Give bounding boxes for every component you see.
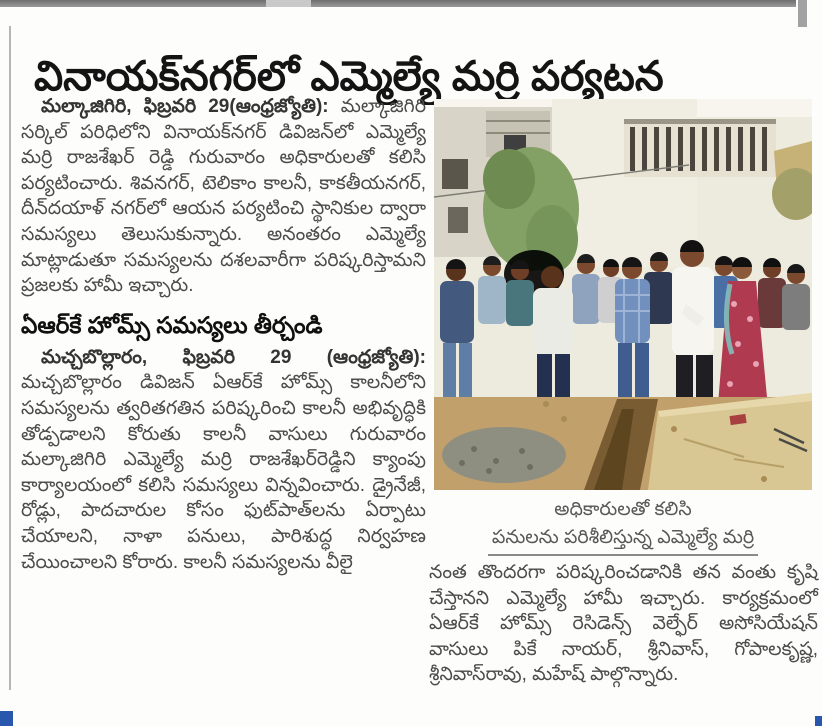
article-headline: వినాయక్‌నగర్‌లో ఎమ్మెల్యే మర్రి పర్యటన [34,53,664,100]
article2-dateline: మచ్చబొల్లారం, ఫిబ్రవరి 29 (ఆంధ్రజ్యోతి): [41,346,426,368]
gravel-patch [442,427,566,483]
right-text-column: నంత తొందరగా పరిష్కరించడానికి తన వంతు కృషి చేస్తానని ఎమ్మెల్యే హామీ ఇచ్చారు. కార్యక్రమంలో ఏఆర్‌కే హోమ్స్ రెసిడెన్స్ వెల్ఫేర్ అసోసియేషన్ వాసులు పికే నాయర్, శ్రీనివాస్, గోపాలకృష్ణ, శ్రీనివాస్‌రావు, మహేష్ పాల్గొన్నారు. [429,562,818,686]
scan-mark-bottom-right [815,716,822,726]
article1-paragraph [21,94,426,299]
article1-dateline: మల్కాజిగిరి, ఫిబ్రవరి 29(ఆంధ్రజ్యోతి): [41,96,329,117]
article1-body: మల్కాజిగిరి సర్కిల్ పరిధిలోని వినాయక్‌నగర్ డివిజన్‌లో ఎమ్మెల్యే మర్రి రాజశేఖర్ రెడ్డి గురువారం అధికారులతో కలిసి పర్యటించారు. శివనగర్, టెలికాం కాలనీ, కాకతీయనగర్, దీన్‌దయాళ్ నగర్‌లో ఆయన పర్యటించి స్థానికుల ద్వారా సమస్యలు తెలుసుకున్నారు. అనంతరం ఎమ్మెల్యే మాట్లాడుతూ సమస్యలను దశలవారీగా పరిష్కరిస్తామని ప్రజలకు హామీ ఇచ్చారు. [21,96,426,297]
article2-body-left: మచ్చబొల్లారం డివిజన్ ఏఆర్‌కే హోమ్స్ కాలనీలోని సమస్యలను త్వరితగతిన పరిష్కరించి కాలనీ అభివృద్ధికి తోడ్పడాలని కోరుతు కాలనీ వాసులు గురువారం మల్కాజిగిరి ఎమ్మెల్యే మర్రి రాజశేఖర్‌రెడ్డిని క్యాంపు కార్యాలయంలో కలిసి సమస్యలు విన్నవించారు. డ్రైనేజీ, రోడ్లు, పాదచారుల కోసం ఫుట్‌పాత్‌లను ఏర్పాటు చేయాలని, నాళా పనులు, పారిశుద్ధ నిర్వహణ చేయించాలని కోరారు. కాలనీ సమస్యలను వీలై [21,372,426,573]
photo-caption-line1: అధికారులతో కలిసి [554,499,692,520]
photo-caption [428,496,818,556]
article2-paragraph [21,345,426,575]
scan-top-bar [0,0,796,7]
scan-top-bar-gap [266,0,311,7]
article2-subheadline: ఏఆర్‌కే హోమ్స్ సమస్యలు తీర్చండి [21,311,323,338]
ground-foreground [434,393,812,490]
scan-mark-bottom-left [0,711,13,726]
building-right-railing [624,119,776,177]
scan-top-right-strip [798,0,807,27]
photo-caption-line2: పనులను పరిశీలిస్తున్న ఎమ్మెల్యే మర్రి [488,524,758,556]
column-rule [9,26,11,690]
left-text-column [21,94,426,575]
news-photo-illustration [434,99,812,490]
news-photo [434,99,812,490]
